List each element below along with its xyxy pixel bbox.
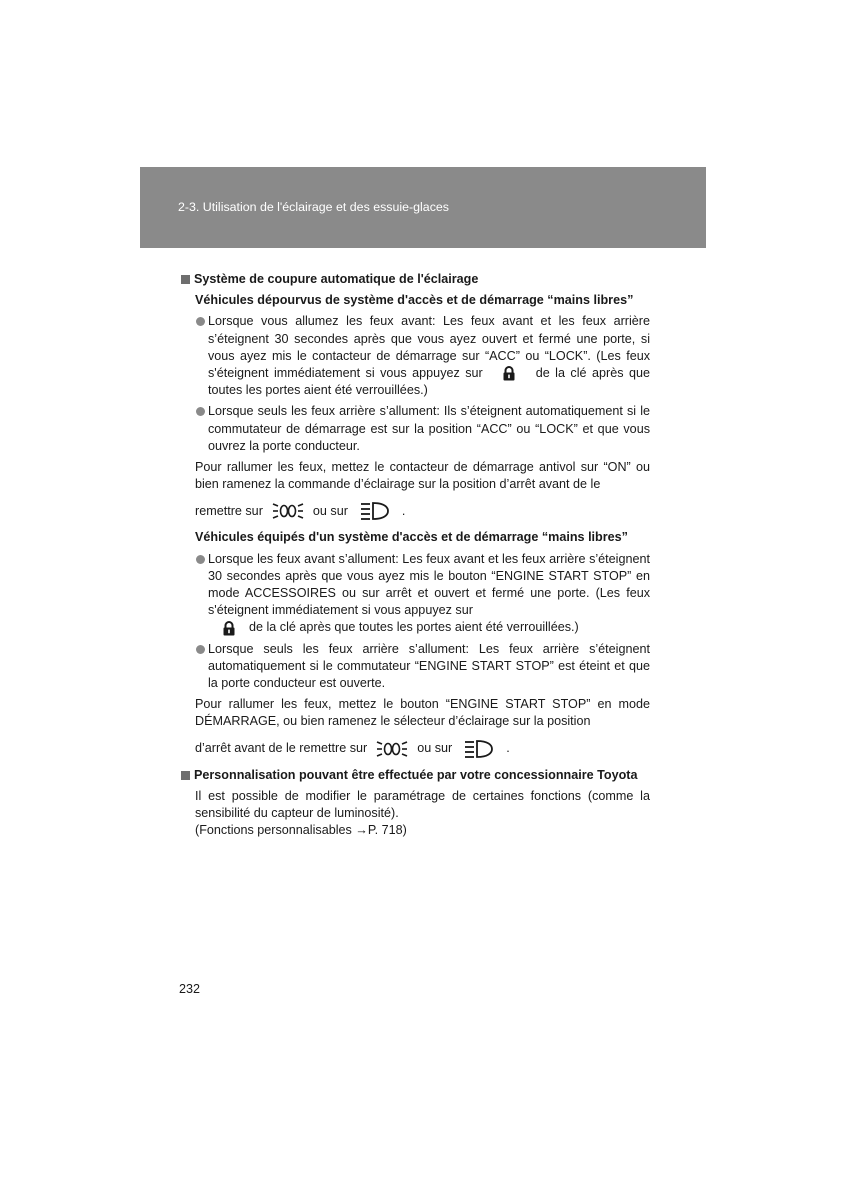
parking-lights-icon [376,738,408,760]
header-title: 2-3. Utilisation de l'éclairage et des essuie-glaces [178,200,449,214]
page-number: 232 [179,982,201,996]
section-body [181,788,650,840]
main-content [181,271,650,839]
square-bullet-icon [181,275,190,284]
square-bullet-icon [181,771,190,780]
list-item [195,403,650,455]
text-fragment: ou sur [417,741,453,756]
section-body [181,292,650,762]
lock-line [208,619,650,636]
section-title [181,767,650,784]
list-item-text: Lorsque seuls les feux arrière s’allument: Les feux arrière s’éteignent automatiquement si le commutateur “ENGINE START STOP” est éteint et que la porte conducteur est ouverte. [208,641,650,691]
bullet-dot-icon [196,407,205,416]
list-item-text [208,551,650,637]
section-title-text: Système de coupure automatique de l'éclairage [194,272,479,286]
section-title [181,271,650,288]
list-item-text [208,313,650,399]
text-fragment: ou sur [312,503,348,518]
bullet-text: après que toutes les portes aient été verrouillées.) [208,366,650,398]
text-fragment: . [506,741,510,756]
list-item [195,551,650,637]
bullet-text: de la clé après que toutes les portes aient été verrouillées.) [249,620,579,635]
list-item [195,313,650,399]
list-item-text: Lorsque seuls les feux arrière s’allument: Ils s’éteignent automatiquement si le commutateur de démarrage est sur la position “ACC” ou “LOCK” et que vous ouvrez la porte conducteur. [208,404,650,453]
bullet-dot-icon [196,317,205,326]
subsection-heading: Véhicules dépourvus de système d'accès et de démarrage “mains libres” [195,293,634,308]
bullet-dot-icon [196,645,205,654]
headlights-icon [360,500,390,522]
list-item [195,641,650,693]
icon-line [195,735,650,763]
section-title-text: Personnalisation pouvant être effectuée par votre concessionnaire Toyota [194,767,638,782]
text-fragment: . [401,503,406,518]
subsection-heading: Véhicules équipés d'un système d'accès et de démarrage “mains libres” [195,530,628,545]
bullet-dot-icon [196,555,205,564]
bullet-text: de la clé [535,366,587,381]
paragraph: Il est possible de modifier le paramétrage de certaines fonctions (comme la sensibilité du capteur de luminosité). [195,788,650,821]
icon-line [195,497,650,525]
text-fragment: d’arrêt avant de le remettre sur [195,741,368,756]
lock-icon [502,366,516,381]
lock-icon [222,621,236,636]
parking-lights-icon [272,500,304,522]
bullet-text: Lorsque vous allumez les feux avant: Les feux avant et les feux arrière s’éteignent 30 secondes après que vous ayez ouvert et fermé une porte, si vous ayez mis le contacteur de démarrage sur “ACC” ou “LOCK”. (Les feux s'éteignent immédiatement si vous appuyez sur [208,314,650,381]
header-band [140,167,706,248]
headlights-icon [464,738,494,760]
paragraph: (Fonctions personnalisables →P. 718) [195,823,407,838]
paragraph: Pour rallumer les feux, mettez le bouton “ENGINE START STOP” en mode DÉMARRAGE, ou bien ramenez le sélecteur d’éclairage sur la position [195,697,650,729]
bullet-text: Lorsque les feux avant s’allument: Les feux avant et les feux arrière s’éteignent 30 secondes après que vous ayez mis le bouton “ENGINE START STOP” en mode ACCESSOIRES ou sur arrêt et ouvert et fermé une porte. (Les feux s'éteignent immédiatement si vous appuyez sur [208,551,650,618]
paragraph: Pour rallumer les feux, mettez le contacteur de démarrage antivol sur “ON” ou bien ramenez la commande d’éclairage sur la position d’arrêt avant de le [195,460,650,492]
text-fragment: remettre sur [195,503,263,518]
